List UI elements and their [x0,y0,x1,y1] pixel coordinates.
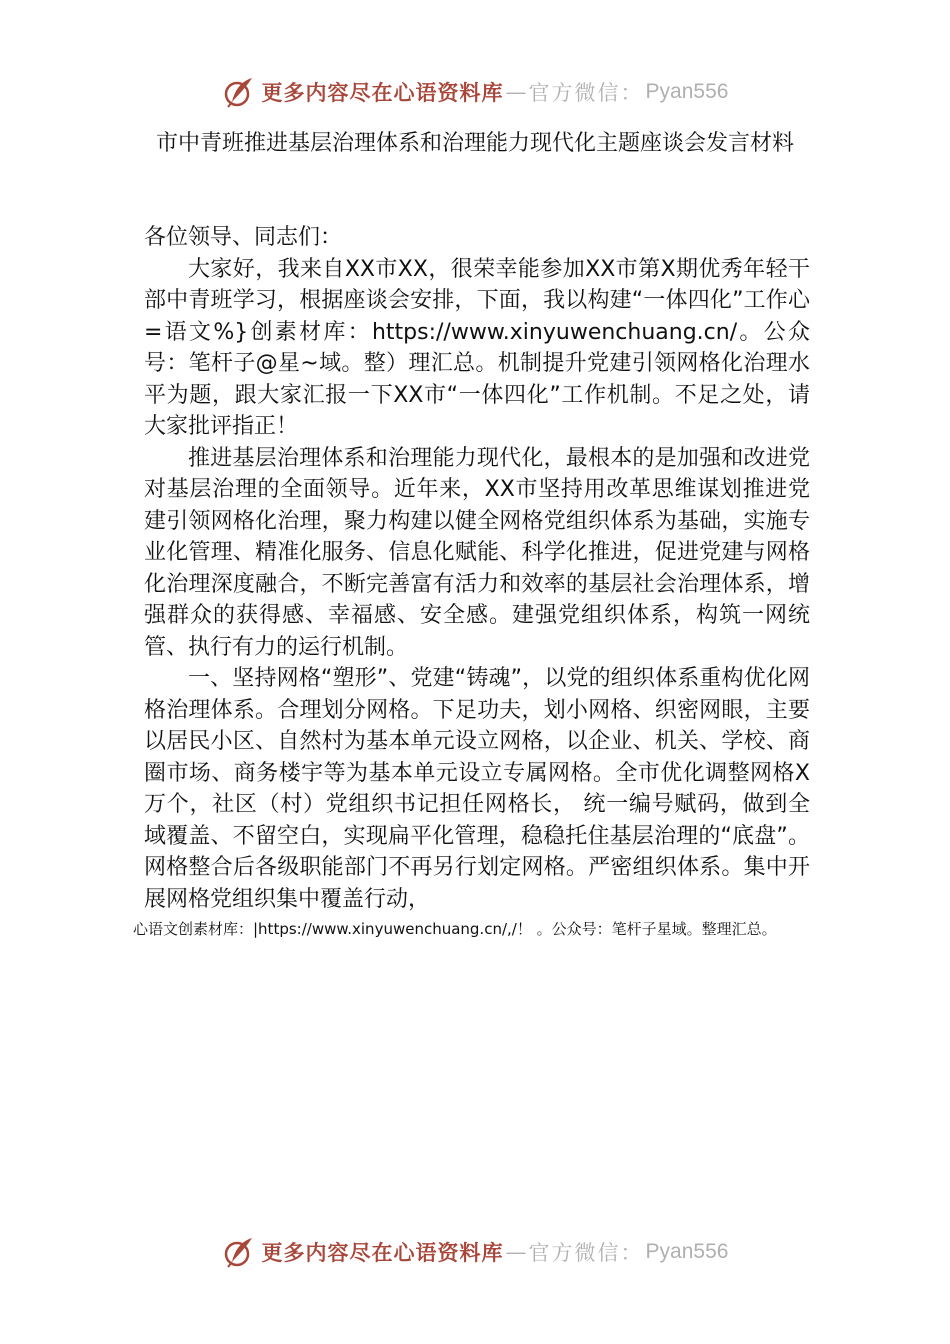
salutation: 各位领导、同志们： [144,225,343,250]
banner-separator: — [505,80,527,104]
banner-separator: — [505,1240,527,1264]
quill-feather-icon [222,75,256,109]
document-title: 市中青班推进基层治理体系和治理能力现代化主题座谈会发言材料 [155,131,794,156]
quill-feather-icon [222,1235,256,1269]
footer-banner [0,1228,950,1276]
banner-text: 更多内容尽在心语资料库 [261,80,504,105]
document-body [144,222,810,915]
wechat-label: 官方微信： [528,81,644,105]
wechat-label: 官方微信： [528,1241,644,1265]
wechat-id: Pyan556 [645,1240,729,1263]
paragraph: 一、坚持网格“塑形”、党建“铸魂”，以党的组织体系重构优化网格治理体系。合理划分网格。下足功夫，划小网格、织密网眼，主要以居民小区、自然村为基本单元设立网格，以企业、机关、学校、商圈市场、商务楼宇等为基本单元设立专属网格。全市优化调整网格X万个，社区（村）党组织书记担任网格长， 统一编号赋码，做到全域覆盖、不留空白，实现扁平化管理，稳稳托住基层治理的“底盘”。网格整合后各级职能部门不再另行划定网格。严密组织体系。集中开展网格党组织集中覆盖行动， [144,666,810,912]
footer-note: 心语文创素材库：|https://www.xinyuwenchuang.cn/,/！ 。公众号：笔杆子星域。整理汇总。 [133,920,777,938]
header-banner [0,68,950,116]
banner-text: 更多内容尽在心语资料库 [261,1240,504,1265]
paragraph: 大家好，我来自XX市XX，很荣幸能参加XX市第X期优秀年轻干部中青班学习，根据座谈会安排，下面，我以构建“一体四化”工作心=语文%}创素材库：https://www.xinyuwenchuang.cn/。公众号：笔杆子@星~域。整）理汇总。机制提升党建引领网格化治理水平为题，跟大家汇报一下XX市“一体四化”工作机制。不足之处，请大家批评指正！ [144,256,810,439]
wechat-id: Pyan556 [645,80,729,103]
paragraph: 推进基层治理体系和治理能力现代化，最根本的是加强和改进党对基层治理的全面领导。近年来，XX市坚持用改革思维谋划推进党建引领网格化治理，聚力构建以健全网格党组织体系为基础，实施专业化管理、精准化服务、信息化赋能、科学化推进，促进党建与网格化治理深度融合，不断完善富有活力和效率的基层社会治理体系，增强群众的获得感、幸福感、安全感。建强党组织体系，构筑一网统管、执行有力的运行机制。 [144,445,810,660]
